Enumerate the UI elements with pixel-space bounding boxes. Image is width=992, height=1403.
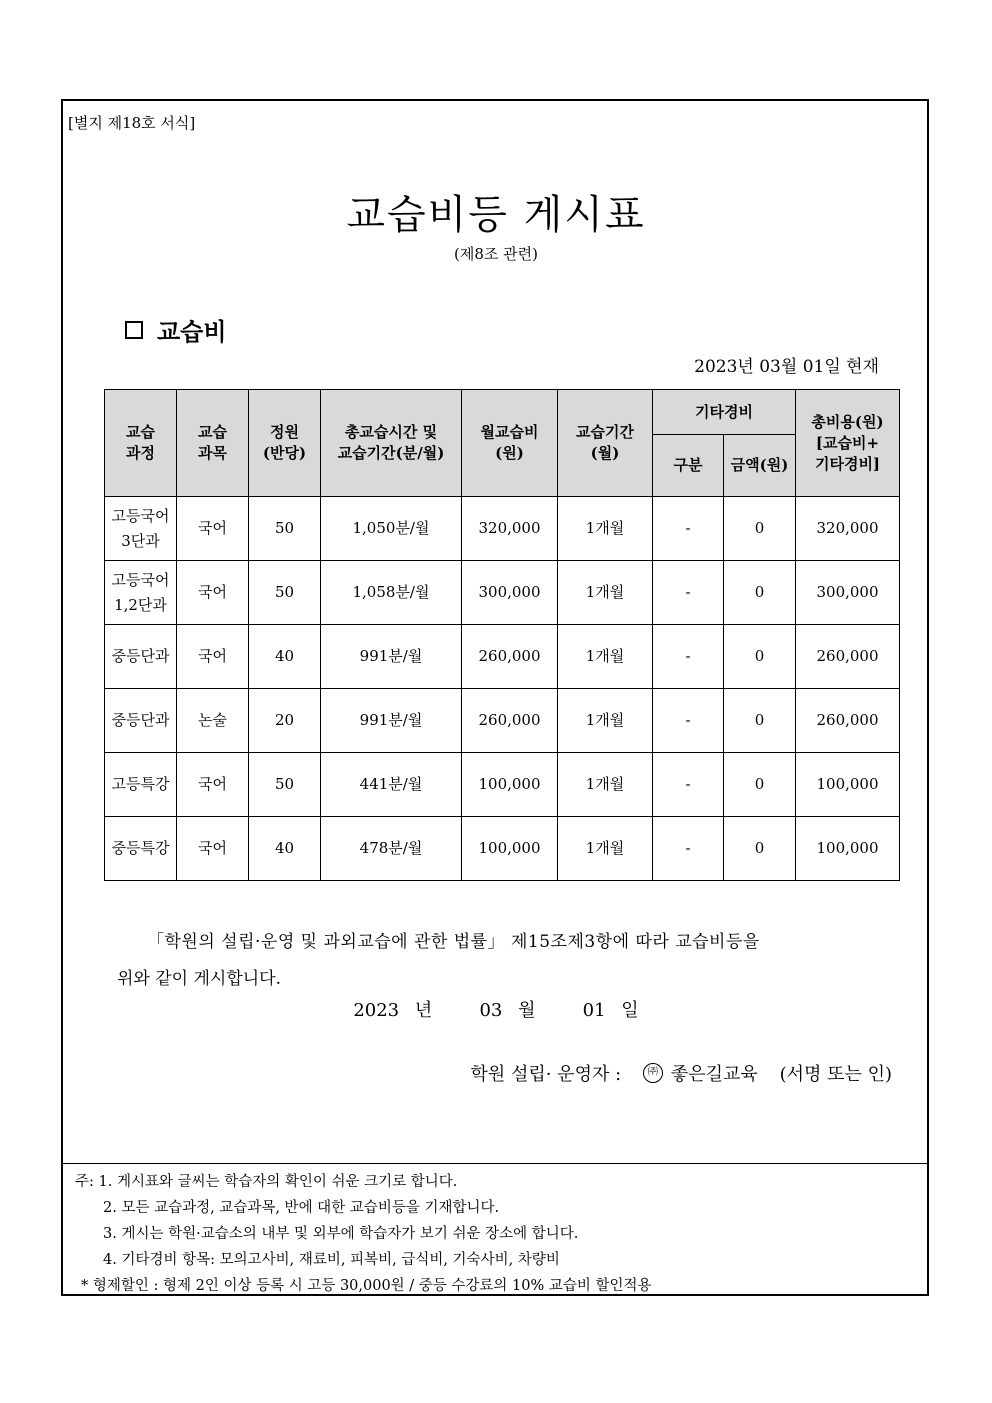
- corporation-seal-icon: ㈜: [643, 1063, 663, 1083]
- table-row: [105, 497, 900, 561]
- cell-other-type: -: [653, 561, 724, 625]
- operator-line: [470, 1060, 892, 1086]
- date-year: 2023: [353, 1000, 400, 1021]
- cell-course: 고등국어 1,2단과: [105, 561, 177, 625]
- cell-monthly-fee: 300,000: [462, 561, 558, 625]
- cell-capacity: 40: [249, 625, 321, 689]
- cell-total-cost: 100,000: [796, 817, 900, 881]
- header-total-cost: 총비용(원) [교습비+ 기타경비]: [796, 390, 900, 497]
- form-number: [별지 제18호 서식]: [68, 114, 196, 132]
- header-subject: 교습 과목: [177, 390, 249, 497]
- cell-subject: 국어: [177, 625, 249, 689]
- cell-subject: 국어: [177, 561, 249, 625]
- date-year-unit: 년: [414, 1000, 433, 1021]
- header-capacity: 정원 (반당): [249, 390, 321, 497]
- cell-capacity: 50: [249, 561, 321, 625]
- cell-total-time: 1,050분/월: [321, 497, 462, 561]
- page-title: 교습비등 게시표: [346, 192, 646, 238]
- cell-course: 고등특강: [105, 753, 177, 817]
- table-row: [105, 753, 900, 817]
- as-of-date: 2023년 03월 01일 현재: [694, 357, 879, 377]
- operator-label: 학원 설립· 운영자 :: [470, 1064, 622, 1085]
- statement-line-2: 위와 같이 게시합니다.: [117, 969, 282, 989]
- cell-subject: 국어: [177, 497, 249, 561]
- cell-course: 중등단과: [105, 689, 177, 753]
- cell-total-cost: 320,000: [796, 497, 900, 561]
- cell-subject: 국어: [177, 817, 249, 881]
- cell-total-time: 991분/월: [321, 625, 462, 689]
- cell-period: 1개월: [558, 817, 653, 881]
- table-row: [105, 689, 900, 753]
- header-period: 교습기간 (월): [558, 390, 653, 497]
- cell-other-amount: 0: [724, 561, 796, 625]
- note-3: 3. 게시는 학원·교습소의 내부 및 외부에 학습자가 보기 쉬운 장소에 합니다.: [103, 1226, 579, 1242]
- cell-period: 1개월: [558, 625, 653, 689]
- date-day: 01: [582, 1000, 606, 1021]
- cell-total-cost: 260,000: [796, 625, 900, 689]
- header-other-type: 구분: [653, 435, 724, 497]
- date-month-unit: 월: [518, 1000, 536, 1021]
- cell-other-amount: 0: [724, 753, 796, 817]
- cell-capacity: 50: [249, 753, 321, 817]
- date-day-unit: 일: [621, 1000, 639, 1021]
- header-course: 교습 과정: [105, 390, 177, 497]
- cell-total-cost: 300,000: [796, 561, 900, 625]
- cell-total-time: 991분/월: [321, 689, 462, 753]
- cell-capacity: 50: [249, 497, 321, 561]
- footnotes: [61, 1163, 929, 1299]
- cell-other-type: -: [653, 753, 724, 817]
- note-4: 4. 기타경비 항목: 모의고사비, 재료비, 피복비, 급식비, 기숙사비, 차량비: [103, 1252, 560, 1268]
- cell-monthly-fee: 100,000: [462, 817, 558, 881]
- cell-other-type: -: [653, 625, 724, 689]
- date-month: 03: [479, 1000, 503, 1021]
- cell-other-amount: 0: [724, 817, 796, 881]
- fee-table: [104, 389, 900, 881]
- cell-period: 1개월: [558, 689, 653, 753]
- cell-total-cost: 260,000: [796, 689, 900, 753]
- section-label: 교습비: [157, 318, 227, 346]
- statement: [117, 924, 887, 998]
- cell-monthly-fee: 100,000: [462, 753, 558, 817]
- cell-capacity: 40: [249, 817, 321, 881]
- checkbox-square-icon: [125, 321, 143, 339]
- section-heading: [125, 312, 227, 347]
- cell-period: 1개월: [558, 497, 653, 561]
- statement-line-1: 「학원의 설립·운영 및 과외교습에 관한 법률」 제15조제3항에 따라 교습비등을: [147, 932, 760, 952]
- table-row: [105, 625, 900, 689]
- cell-monthly-fee: 320,000: [462, 497, 558, 561]
- cell-subject: 논술: [177, 689, 249, 753]
- cell-total-time: 1,058분/월: [321, 561, 462, 625]
- cell-course: 중등단과: [105, 625, 177, 689]
- cell-period: 1개월: [558, 753, 653, 817]
- cell-other-amount: 0: [724, 497, 796, 561]
- page-subtitle: (제8조 관련): [454, 245, 538, 263]
- cell-period: 1개월: [558, 561, 653, 625]
- note-discount: * 형제할인 : 형제 2인 이상 등록 시 고등 30,000원 / 중등 수강료의 10% 교습비 할인적용: [81, 1278, 652, 1294]
- cell-course: 중등특강: [105, 817, 177, 881]
- cell-course: 고등국어 3단과: [105, 497, 177, 561]
- cell-other-amount: 0: [724, 625, 796, 689]
- cell-total-time: 441분/월: [321, 753, 462, 817]
- note-2: 2. 모든 교습과정, 교습과목, 반에 대한 교습비등을 기재합니다.: [103, 1200, 500, 1216]
- cell-capacity: 20: [249, 689, 321, 753]
- table-row: [105, 817, 900, 881]
- cell-monthly-fee: 260,000: [462, 625, 558, 689]
- operator-name: 좋은길교육: [670, 1064, 758, 1085]
- posting-date: [0, 996, 992, 1022]
- signature-placeholder: (서명 또는 인): [779, 1064, 892, 1085]
- header-other-amount: 금액(원): [724, 435, 796, 497]
- cell-total-cost: 100,000: [796, 753, 900, 817]
- cell-other-type: -: [653, 689, 724, 753]
- cell-subject: 국어: [177, 753, 249, 817]
- cell-other-type: -: [653, 497, 724, 561]
- header-total-time: 총교습시간 및 교습기간(분/월): [321, 390, 462, 497]
- cell-other-amount: 0: [724, 689, 796, 753]
- cell-monthly-fee: 260,000: [462, 689, 558, 753]
- cell-total-time: 478분/월: [321, 817, 462, 881]
- table-row: [105, 561, 900, 625]
- header-other-expenses: 기타경비: [653, 390, 796, 435]
- cell-other-type: -: [653, 817, 724, 881]
- note-1: 주: 1. 게시표와 글씨는 학습자의 확인이 쉬운 크기로 합니다.: [75, 1174, 458, 1190]
- header-monthly-fee: 월교습비 (원): [462, 390, 558, 497]
